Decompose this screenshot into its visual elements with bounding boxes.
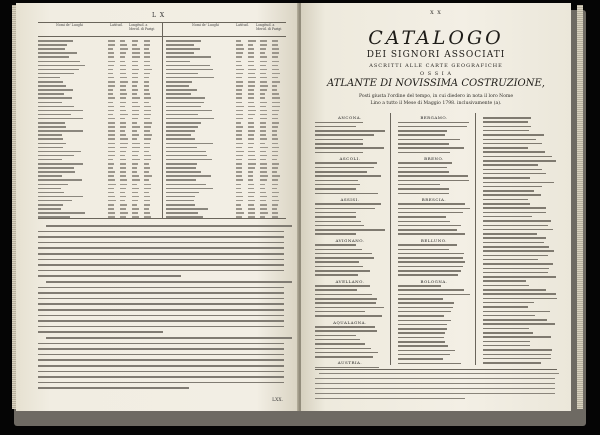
col-header-places-2: Nomi de' Luoghi <box>192 23 219 27</box>
subscriber-line <box>315 175 381 177</box>
subscriber-line <box>315 126 356 128</box>
subscriber-line <box>315 335 356 337</box>
prose-line <box>38 371 284 373</box>
right-page <box>301 3 571 411</box>
section-heading: BELLUNO. <box>420 237 448 243</box>
subscriber-line <box>315 257 374 259</box>
subscriber-line <box>483 315 535 317</box>
subscriber-line <box>398 162 452 164</box>
subscriber-line <box>398 203 465 205</box>
subscriber-line <box>483 319 547 321</box>
subscriber-line <box>398 311 451 313</box>
subscriber-line <box>483 194 541 196</box>
subscriber-line <box>398 229 457 231</box>
subscriber-line <box>483 341 530 343</box>
prose-line <box>46 225 292 227</box>
subscriber-line <box>315 298 377 300</box>
col-header-lat-1: Latitud. <box>110 23 123 27</box>
subscriber-line <box>398 216 446 218</box>
subscriber-line <box>483 268 549 270</box>
prose-line <box>38 287 284 289</box>
subscriber-line <box>483 328 529 330</box>
prose-line <box>46 337 292 339</box>
subscriber-line <box>398 294 470 296</box>
footnote-line <box>315 383 555 384</box>
section-heading: AVELLANO. <box>335 278 365 284</box>
subscriber-line <box>315 152 363 154</box>
subscriber-line <box>483 302 534 304</box>
prose-line <box>38 303 284 305</box>
subscriber-line <box>483 130 529 132</box>
subscriber-line <box>315 188 356 190</box>
prose-line <box>38 242 284 244</box>
subscriber-line <box>315 249 362 251</box>
prose-line <box>38 309 284 311</box>
section-heading: BRESCIA. <box>421 196 447 202</box>
prose-line <box>38 275 181 277</box>
prose-line <box>38 315 284 317</box>
subscriber-line <box>398 130 447 132</box>
prose-line <box>38 270 284 272</box>
subscriber-line <box>483 354 551 356</box>
subscriber-line <box>398 225 461 227</box>
subscriber-line <box>315 348 371 350</box>
subscriber-line <box>483 147 528 149</box>
subscriber-line <box>398 193 449 195</box>
subscriber-line <box>315 326 375 328</box>
subscriber-line <box>398 302 454 304</box>
subscriber-line <box>483 212 546 214</box>
section-heading: ASSISI. <box>340 196 360 202</box>
subscriber-line <box>483 186 542 188</box>
subscriber-line <box>483 272 548 274</box>
subscriber-line <box>483 143 542 145</box>
subscriber-line <box>483 349 552 351</box>
subscriber-line <box>398 285 441 287</box>
subscriber-line <box>398 257 463 259</box>
subscriber-line <box>315 122 363 124</box>
subscriber-line <box>398 253 464 255</box>
subscriber-line <box>315 266 363 268</box>
subscriber-line <box>483 117 531 119</box>
subscriber-line <box>483 293 556 295</box>
subscriber-line <box>398 134 445 136</box>
section-heading: BOLOGNA. <box>420 278 448 284</box>
subscriber-line <box>398 208 470 210</box>
subscriber-line <box>315 289 357 291</box>
subscriber-line <box>483 151 545 153</box>
subscriber-line <box>398 139 460 141</box>
subscriber-line <box>483 207 546 209</box>
prose-line <box>38 320 284 322</box>
section-heading: AVIGNANO. <box>335 237 365 243</box>
subscriber-line <box>315 356 373 358</box>
section-heading: AUSTRIA. <box>337 360 363 366</box>
subscriber-line <box>398 298 443 300</box>
subscriber-line <box>398 175 468 177</box>
left-page <box>16 3 299 411</box>
subscriber-line <box>483 134 544 136</box>
prose-line <box>38 382 284 384</box>
subscriber-line <box>315 162 377 164</box>
prose-line <box>38 236 284 238</box>
subscriber-line <box>398 126 467 128</box>
footnote-line <box>315 388 555 389</box>
prose-line <box>38 348 284 350</box>
subscriber-line <box>315 311 365 313</box>
subscriber-line <box>483 242 544 244</box>
column-rule-2 <box>475 113 476 365</box>
subscriber-line <box>315 212 356 214</box>
subscriber-line <box>315 244 356 246</box>
section-heading: ASCOLI. <box>339 155 361 161</box>
prose-line <box>38 359 284 361</box>
subscriber-line <box>398 233 465 235</box>
prose-line <box>38 376 284 378</box>
subscriber-line <box>315 270 370 272</box>
subscriber-line <box>483 280 526 282</box>
subscriber-line <box>315 184 360 186</box>
subscriber-line <box>398 341 445 343</box>
subscriber-line <box>398 143 449 145</box>
subscriber-line <box>398 221 450 223</box>
left-running-head: L X <box>152 12 166 19</box>
table-row <box>166 215 288 219</box>
footnote-line <box>319 373 559 374</box>
prose-line <box>46 281 292 283</box>
subscriber-line <box>398 249 449 251</box>
subscriber-line <box>398 324 447 326</box>
subscriber-line <box>398 354 450 356</box>
right-running-head: X X <box>430 10 442 16</box>
subscriber-line <box>315 285 370 287</box>
subscriber-line <box>398 152 450 154</box>
subscriber-line <box>315 167 374 169</box>
prose-line <box>38 231 284 233</box>
prose-line <box>38 259 284 261</box>
subscriber-line <box>398 171 449 173</box>
subscriber-line <box>483 336 551 338</box>
subscriber-line <box>483 263 553 265</box>
section-heading: AQUALAGNA. <box>333 319 367 325</box>
section-heading: BERGAMO. <box>420 115 448 120</box>
section-heading: ANCONA. <box>338 115 362 120</box>
subscriber-line <box>483 298 557 300</box>
subscriber-line <box>398 188 449 190</box>
subscriber-line <box>483 173 546 175</box>
subscriber-line <box>315 352 378 354</box>
subscriber-line <box>398 266 463 268</box>
subscriber-line <box>398 244 457 246</box>
subscriber-line <box>398 337 444 339</box>
subscriber-line <box>483 358 551 360</box>
col-header-long-2: Longitud. a Merid. di Parigi <box>256 23 282 31</box>
prose-line <box>38 292 284 294</box>
subscriber-line <box>398 212 463 214</box>
subscriber-line <box>315 221 361 223</box>
subscriber-line <box>483 311 550 313</box>
subscriber-line <box>315 147 384 149</box>
prose-line <box>38 247 284 249</box>
subscriber-line <box>483 255 548 257</box>
subscriber-line <box>315 229 385 231</box>
subscriber-line <box>315 330 377 332</box>
subscriber-line <box>315 274 358 276</box>
subscriber-line <box>398 345 448 347</box>
subscriber-line <box>483 121 528 123</box>
prose-line <box>38 331 163 333</box>
subscriber-line <box>483 164 538 166</box>
col-header-lat-2: Latitud. <box>236 23 249 27</box>
right-page-edge <box>577 5 583 409</box>
subscriber-line <box>315 339 360 341</box>
prose-line <box>38 264 284 266</box>
subscriber-line <box>483 203 530 205</box>
ossia-label: O S S I A <box>420 71 452 77</box>
table-row <box>38 215 160 219</box>
prose-line <box>38 253 284 255</box>
subscriber-line <box>483 306 528 308</box>
footnote-line <box>315 378 555 379</box>
subscriber-line <box>483 362 541 364</box>
subscriber-line <box>315 203 381 205</box>
subscriber-line <box>483 182 554 184</box>
subscriber-line <box>483 259 538 261</box>
subscriber-line <box>315 143 363 145</box>
footnote-line <box>315 398 465 399</box>
subscriber-line <box>483 250 554 252</box>
subscriber-line <box>315 130 385 132</box>
page-number: LXX. <box>272 398 283 403</box>
subscriber-line <box>483 169 542 171</box>
subscriber-line <box>398 320 451 322</box>
subscriber-line <box>483 160 556 162</box>
subscriber-line <box>398 350 455 352</box>
subscriber-line <box>398 261 465 263</box>
subscriber-line <box>315 193 378 195</box>
subscriber-line <box>398 363 461 365</box>
subscriber-line <box>398 307 453 309</box>
prose-line <box>38 326 284 328</box>
subscriber-line <box>398 289 464 291</box>
subscriber-line <box>315 171 367 173</box>
subscriber-line <box>398 328 447 330</box>
column-rule-1 <box>390 113 391 365</box>
prose-line <box>38 354 284 356</box>
subscriber-line <box>483 225 548 227</box>
subscriber-line <box>483 177 530 179</box>
subscriber-line <box>315 307 384 309</box>
subscriber-line <box>398 180 469 182</box>
subscriber-line <box>315 261 359 263</box>
footnote-line <box>315 393 555 394</box>
intro-line-2: Lino a tutto il Mese di Maggio 1798. inclusivamente (a). <box>370 101 502 106</box>
subscriber-line <box>483 323 555 325</box>
atlante-heading: ATLANTE DI NOVISSIMA COSTRUZIONE, <box>327 78 545 89</box>
subscriber-line <box>315 225 364 227</box>
col-header-long-1: Longitud. a Merid. di Parigi <box>129 23 155 31</box>
footnote-rule <box>315 369 557 370</box>
subscriber-line <box>398 270 461 272</box>
catalog-title: CATALOGO <box>368 27 504 49</box>
subscriber-line <box>398 184 440 186</box>
subscriber-line <box>483 233 537 235</box>
subscriber-line <box>398 122 469 124</box>
subscriber-line <box>398 315 444 317</box>
subscriber-line <box>483 126 531 128</box>
subscriber-line <box>315 216 356 218</box>
subscriber-line <box>483 237 546 239</box>
catalog-subtitle-2: ASCRITTI ALLE CARTE GEOGRAFICHE <box>369 63 503 69</box>
subscriber-line <box>315 180 358 182</box>
subscriber-line <box>398 167 447 169</box>
subscriber-line <box>398 332 445 334</box>
col-header-places-1: Nomi de' Luoghi <box>56 23 83 27</box>
subscriber-line <box>483 345 530 347</box>
prose-line <box>38 387 189 389</box>
intro-line-1: Posti giusta l'ordine del tempo, in cui diedero in nota il loro Nome <box>358 94 514 99</box>
subscriber-line <box>483 220 551 222</box>
prose-line <box>38 343 284 345</box>
subscriber-line <box>315 315 382 317</box>
subscriber-line <box>483 190 534 192</box>
subscriber-line <box>398 274 458 276</box>
subscriber-line <box>398 358 443 360</box>
subscriber-line <box>483 156 552 158</box>
subscriber-line <box>483 229 553 231</box>
subscriber-line <box>483 289 546 291</box>
subscriber-line <box>315 302 376 304</box>
catalog-subtitle: DEI SIGNORI ASSOCIATI <box>366 50 506 60</box>
subscriber-line <box>483 332 533 334</box>
subscriber-line <box>483 139 536 141</box>
subscriber-line <box>315 294 372 296</box>
subscriber-line <box>315 139 363 141</box>
subscriber-line <box>315 233 356 235</box>
subscriber-line <box>483 199 528 201</box>
prose-line <box>38 365 284 367</box>
subscriber-line <box>483 276 556 278</box>
subscriber-line <box>398 147 464 149</box>
subscriber-line <box>315 253 372 255</box>
table-center-rule <box>162 22 163 218</box>
prose-line <box>38 298 284 300</box>
subscriber-line <box>483 285 529 287</box>
subscriber-line <box>315 343 365 345</box>
subscriber-line <box>315 134 374 136</box>
section-heading: BRENO. <box>424 155 444 161</box>
subscriber-line <box>315 208 375 210</box>
subscriber-line <box>483 216 532 218</box>
subscriber-line <box>483 246 549 248</box>
